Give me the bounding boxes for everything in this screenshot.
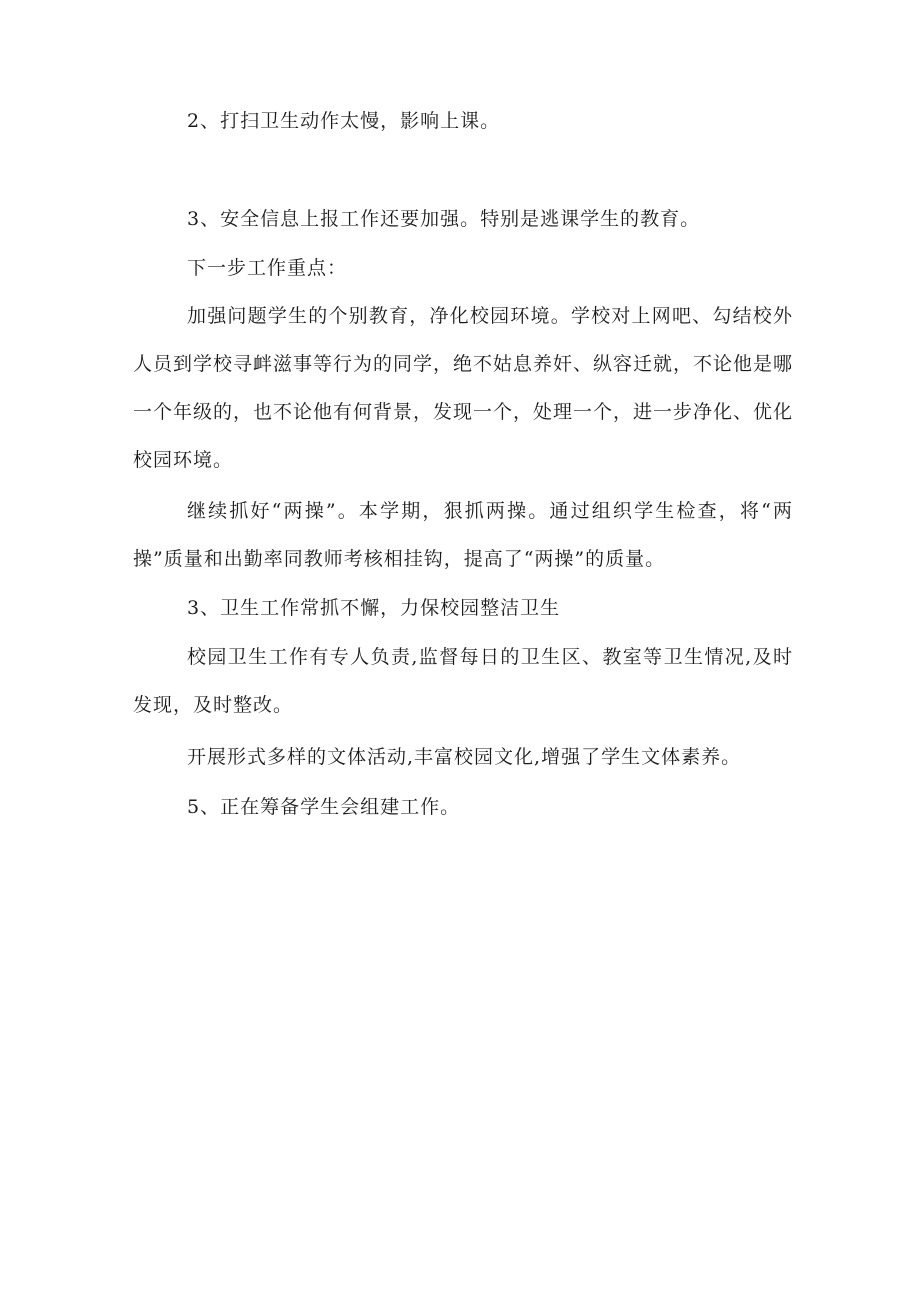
- paragraph-next-steps-heading: 下一步工作重点：: [187, 257, 348, 279]
- paragraph-problem-students: 加强问题学生的个别教育，净化校园环境。学校对上网吧、勾结校外人员到学校寻衅滋事等行为的同学，绝不姑息养奸、纵容迁就，不论他是哪一个年级的，也不论他有何背景，发现一个，处理一个，进一步净化、优化校园环境。: [133, 305, 794, 471]
- paragraph-safety-reporting: 3、安全信息上报工作还要加强。特别是逃课学生的教育。: [187, 208, 701, 230]
- paragraph-cultural-activities: 开展形式多样的文体活动,丰富校园文化,增强了学生文体素养。: [187, 746, 742, 768]
- paragraph-cleaning-speed: 2、打扫卫生动作太慢，影响上课。: [187, 110, 501, 132]
- paragraph-hygiene-heading: 3、卫生工作常抓不懈，力保校园整洁卫生: [187, 597, 561, 619]
- paragraph-two-exercises: 继续抓好“两操”。本学期，狠抓两操。通过组织学生检查，将“两操”质量和出勤率同教师考核相挂钩，提高了“两操”的质量。: [133, 500, 793, 570]
- paragraph-hygiene-details: 校园卫生工作有专人负责,监督每日的卫生区、教室等卫生情况,及时发现，及时整改。: [133, 646, 793, 716]
- paragraph-student-union: 5、正在筹备学生会组建工作。: [187, 796, 461, 818]
